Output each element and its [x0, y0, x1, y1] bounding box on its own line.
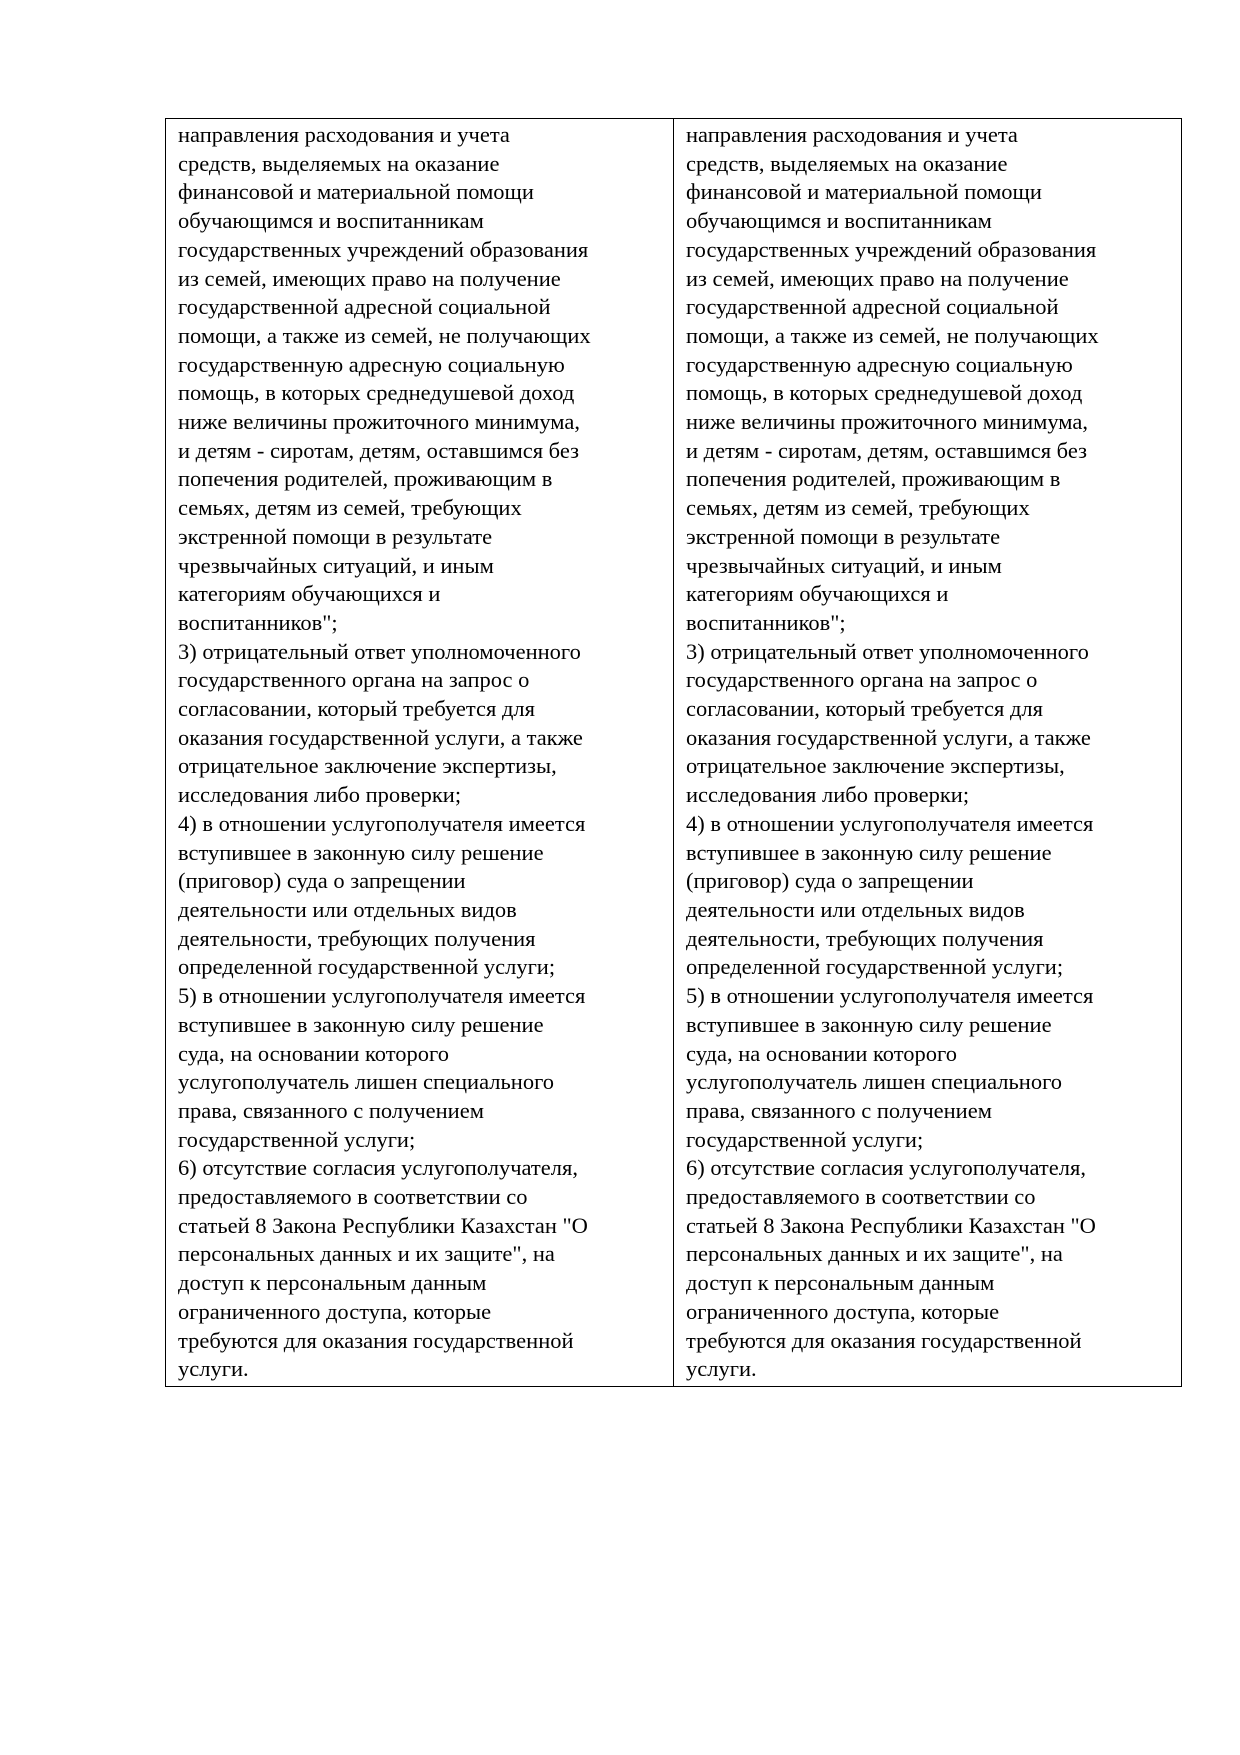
table-row	[166, 119, 1182, 1387]
left-column-text: направления расходования и учета средств, выделяемых на оказание финансовой и материальной помощи обучающимся и воспитанникам государственных учреждений образования из семей, имеющих право на получение государственной адресной социальной помощи, а также из семей, не получающих государственную адресную социальную помощь, в которых среднедушевой доход ниже величины прожиточного минимума, и детям - сиротам, детям, оставшимся без попечения родителей, проживающим в семьях, детям из семей, требующих экстренной помощи в результате чрезвычайных ситуаций, и иным категориям обучающихся и воспитанников"; 3) отрицательный ответ уполномоченного государственного органа на запрос о согласовании, который требуется для оказания государственной услуги, а также отрицательное заключение экспертизы, исследования либо проверки; 4) в отношении услугополучателя имеется вступившее в законную силу решение (приговор) суда о запрещении деятельности или отдельных видов деятельности, требующих получения определенной государственной услуги; 5) в отношении услугополучателя имеется вступившее в законную силу решение суда, на основании которого услугополучатель лишен специального права, связанного с получением государственной услуги; 6) отсутствие согласия услугополучателя, предоставляемого в соответствии со статьей 8 Закона Республики Казахстан "О персональных данных и их защите", на доступ к персональным данным ограниченного доступа, которые требуются для оказания государственной услуги.	[178, 122, 591, 1382]
left-column-cell	[166, 119, 674, 1387]
right-column-text: направления расходования и учета средств, выделяемых на оказание финансовой и материальной помощи обучающимся и воспитанникам государственных учреждений образования из семей, имеющих право на получение государственной адресной социальной помощи, а также из семей, не получающих государственную адресную социальную помощь, в которых среднедушевой доход ниже величины прожиточного минимума, и детям - сиротам, детям, оставшимся без попечения родителей, проживающим в семьях, детям из семей, требующих экстренной помощи в результате чрезвычайных ситуаций, и иным категориям обучающихся и воспитанников"; 3) отрицательный ответ уполномоченного государственного органа на запрос о согласовании, который требуется для оказания государственной услуги, а также отрицательное заключение экспертизы, исследования либо проверки; 4) в отношении услугополучателя имеется вступившее в законную силу решение (приговор) суда о запрещении деятельности или отдельных видов деятельности, требующих получения определенной государственной услуги; 5) в отношении услугополучателя имеется вступившее в законную силу решение суда, на основании которого услугополучатель лишен специального права, связанного с получением государственной услуги; 6) отсутствие согласия услугополучателя, предоставляемого в соответствии со статьей 8 Закона Республики Казахстан "О персональных данных и их защите", на доступ к персональным данным ограниченного доступа, которые требуются для оказания государственной услуги.	[686, 122, 1099, 1382]
comparison-table	[165, 118, 1182, 1387]
right-column-cell	[674, 119, 1182, 1387]
